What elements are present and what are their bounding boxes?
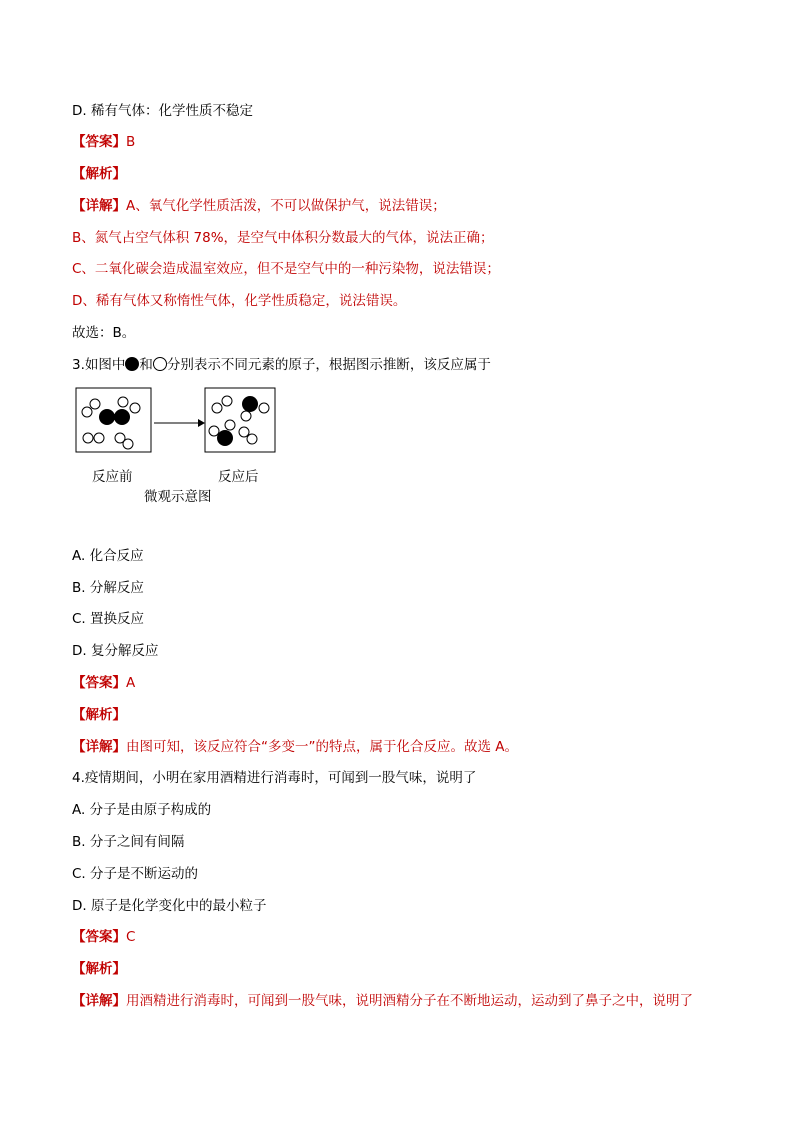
detail-text: 用酒精进行消毒时，可闻到一股气味，说明酒精分子在不断地运动，运动到了鼻子之中，说明了 <box>126 993 693 1009</box>
q3-option-a: A. 化合反应 <box>72 548 144 564</box>
answer-tag: 【答案】 <box>72 929 126 945</box>
atom-white <box>209 426 219 436</box>
atom-white <box>247 434 257 444</box>
atom-white <box>82 407 92 417</box>
analysis-tag: 【解析】 <box>72 961 126 977</box>
atom-white <box>118 397 128 407</box>
stem-prefix: 3.如图中 <box>72 357 126 373</box>
atom-white <box>130 403 140 413</box>
atom-white <box>212 403 222 413</box>
atom-white <box>83 433 93 443</box>
atom-white <box>222 396 232 406</box>
q2-detail-a <box>72 196 446 216</box>
q4-answer <box>72 927 135 947</box>
black-atom-icon <box>125 357 139 371</box>
q3-option-c: C. 置换反应 <box>72 611 145 627</box>
detail-text: A、氧气化学性质活泼，不可以做保护气，说法错误； <box>126 198 446 214</box>
label-before: 反应前 <box>92 469 133 485</box>
q4-option-b: B. 分子之间有间隔 <box>72 834 185 850</box>
q4-stem: 4.疫情期间，小明在家用酒精进行消毒时，可闻到一股气味，说明了 <box>72 770 477 786</box>
answer-value: B <box>126 134 136 150</box>
detail-tag: 【详解】 <box>72 198 126 214</box>
label-after: 反应后 <box>218 469 259 485</box>
detail-tag: 【详解】 <box>72 739 126 755</box>
arrow-head <box>198 419 205 427</box>
after-box <box>205 388 275 452</box>
answer-tag: 【答案】 <box>72 675 126 691</box>
detail-tag: 【详解】 <box>72 993 126 1009</box>
atom-black <box>114 409 130 425</box>
q2-conclusion: 故选：B。 <box>72 325 136 341</box>
answer-value: C <box>126 929 136 945</box>
q3-option-b: B. 分解反应 <box>72 580 144 596</box>
q2-detail-c: C、二氧化碳会造成温室效应，但不是空气中的一种污染物，说法错误； <box>72 261 500 277</box>
q2-answer <box>72 132 135 152</box>
q4-option-a: A. 分子是由原子构成的 <box>72 802 212 818</box>
detail-text: 由图可知，该反应符合“多变一”的特点，属于化合反应。故选 A。 <box>126 739 519 755</box>
q3-stem <box>72 355 491 375</box>
q4-analysis-tag <box>72 959 126 979</box>
q4-option-d: D. 原子是化学变化中的最小粒子 <box>72 898 267 914</box>
atom-white <box>90 399 100 409</box>
q3-analysis-tag <box>72 705 126 725</box>
q4-option-c: C. 分子是不断运动的 <box>72 866 199 882</box>
q2-option-d: D. 稀有气体：化学性质不稳定 <box>72 103 253 119</box>
atom-white <box>241 411 251 421</box>
white-atom-icon <box>153 357 167 371</box>
q2-detail-b: B、氮气占空气体积 78%，是空气中体积分数最大的气体，说法正确； <box>72 230 494 246</box>
q3-option-d: D. 复分解反应 <box>72 643 159 659</box>
answer-tag: 【答案】 <box>72 134 126 150</box>
atom-black <box>217 430 233 446</box>
atom-black <box>99 409 115 425</box>
atom-white <box>239 427 249 437</box>
q4-detail <box>72 991 693 1011</box>
atom-black <box>242 396 258 412</box>
atom-white <box>94 433 104 443</box>
atom-white <box>259 403 269 413</box>
analysis-tag: 【解析】 <box>72 707 126 723</box>
analysis-tag: 【解析】 <box>72 166 126 182</box>
q3-answer <box>72 673 135 693</box>
answer-value: A <box>126 675 136 691</box>
q3-detail <box>72 737 518 757</box>
atom-white <box>225 420 235 430</box>
micro-diagram <box>72 383 332 513</box>
q2-analysis-tag <box>72 164 126 184</box>
stem-mid: 和 <box>139 357 153 373</box>
diagram-caption: 微观示意图 <box>144 489 212 505</box>
q2-detail-d: D、稀有气体又称惰性气体，化学性质稳定，说法错误。 <box>72 293 407 309</box>
atom-white <box>123 439 133 449</box>
stem-suffix: 分别表示不同元素的原子，根据图示推断，该反应属于 <box>166 357 491 373</box>
